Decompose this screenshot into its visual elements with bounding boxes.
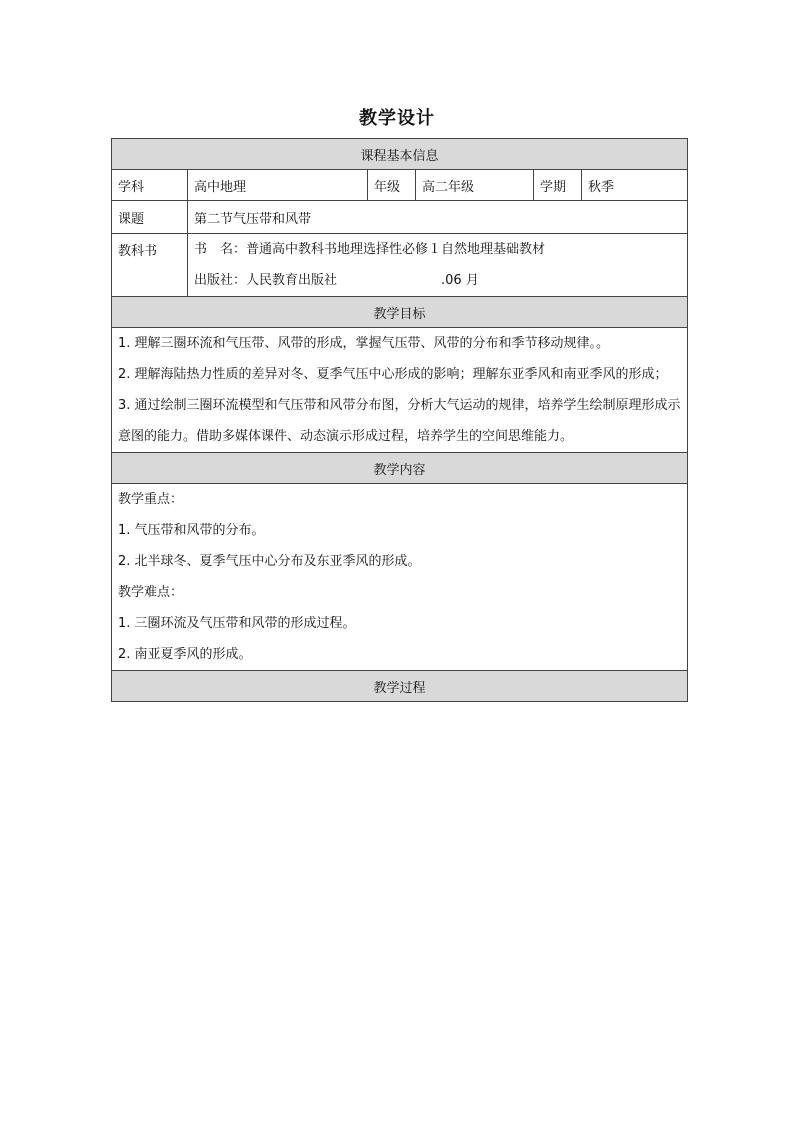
publish-date: .06 月 [441,273,479,288]
key-points-label: 教学重点： [118,492,184,507]
content-row [112,484,688,671]
topic-row [112,201,688,234]
section-header-process: 教学过程 [112,671,688,702]
subject-row [112,170,688,201]
content-cell [112,484,688,671]
document-title: 教学设计 [359,108,435,129]
key-point-item: 1. 气压带和风带的分布。 [118,523,265,538]
objectives-cell [112,328,688,453]
difficult-point-item: 2. 南亚夏季风的形成。 [118,647,252,662]
objective-item: 3. 通过绘制三圈环流模型和气压带和风带分布图，分析大气运动的规律，培养学生绘制原理形成示意图的能力。借助多媒体课件、动态演示形成过程，培养学生的空间思维能力。 [118,398,681,444]
topic-label: 课题 [112,201,188,234]
objective-item: 1. 理解三圈环流和气压带、风带的形成，掌握气压带、风带的分布和季节移动规律。。 [118,336,610,351]
difficult-points-label: 教学难点： [118,585,184,600]
book-name-line: 书 名：普通高中教科书地理选择性必修１自然地理基础教材 [194,242,546,257]
difficult-point-item: 1. 三圈环流及气压带和风带的形成过程。 [118,616,356,631]
publisher-line [194,265,681,296]
section-header-row [112,297,688,328]
objectives-row [112,328,688,453]
section-header-objectives: 教学目标 [112,297,688,328]
section-header-row [112,671,688,702]
key-point-item: 2. 北半球冬、夏季气压中心分布及东亚季风的形成。 [118,554,421,569]
section-header-content: 教学内容 [112,453,688,484]
grade-label: 年级 [368,170,416,201]
textbook-info [188,234,688,297]
section-header-row [112,453,688,484]
term-value: 秋季 [582,170,688,201]
section-header-basic-info: 课程基本信息 [112,139,688,170]
subject-value: 高中地理 [188,170,368,201]
subject-label: 学科 [112,170,188,201]
term-label: 学期 [534,170,582,201]
publisher-name: 出版社：人民教育出版社 [194,273,338,288]
lesson-plan-table [111,138,688,702]
objective-item: 2. 理解海陆热力性质的差异对冬、夏季气压中心形成的影响；理解东亚季风和南亚季风的形成； [118,367,668,382]
textbook-row [112,234,688,297]
topic-value: 第二节气压带和风带 [188,201,688,234]
grade-value: 高二年级 [416,170,534,201]
section-header-row [112,139,688,170]
textbook-label: 教科书 [112,234,188,297]
